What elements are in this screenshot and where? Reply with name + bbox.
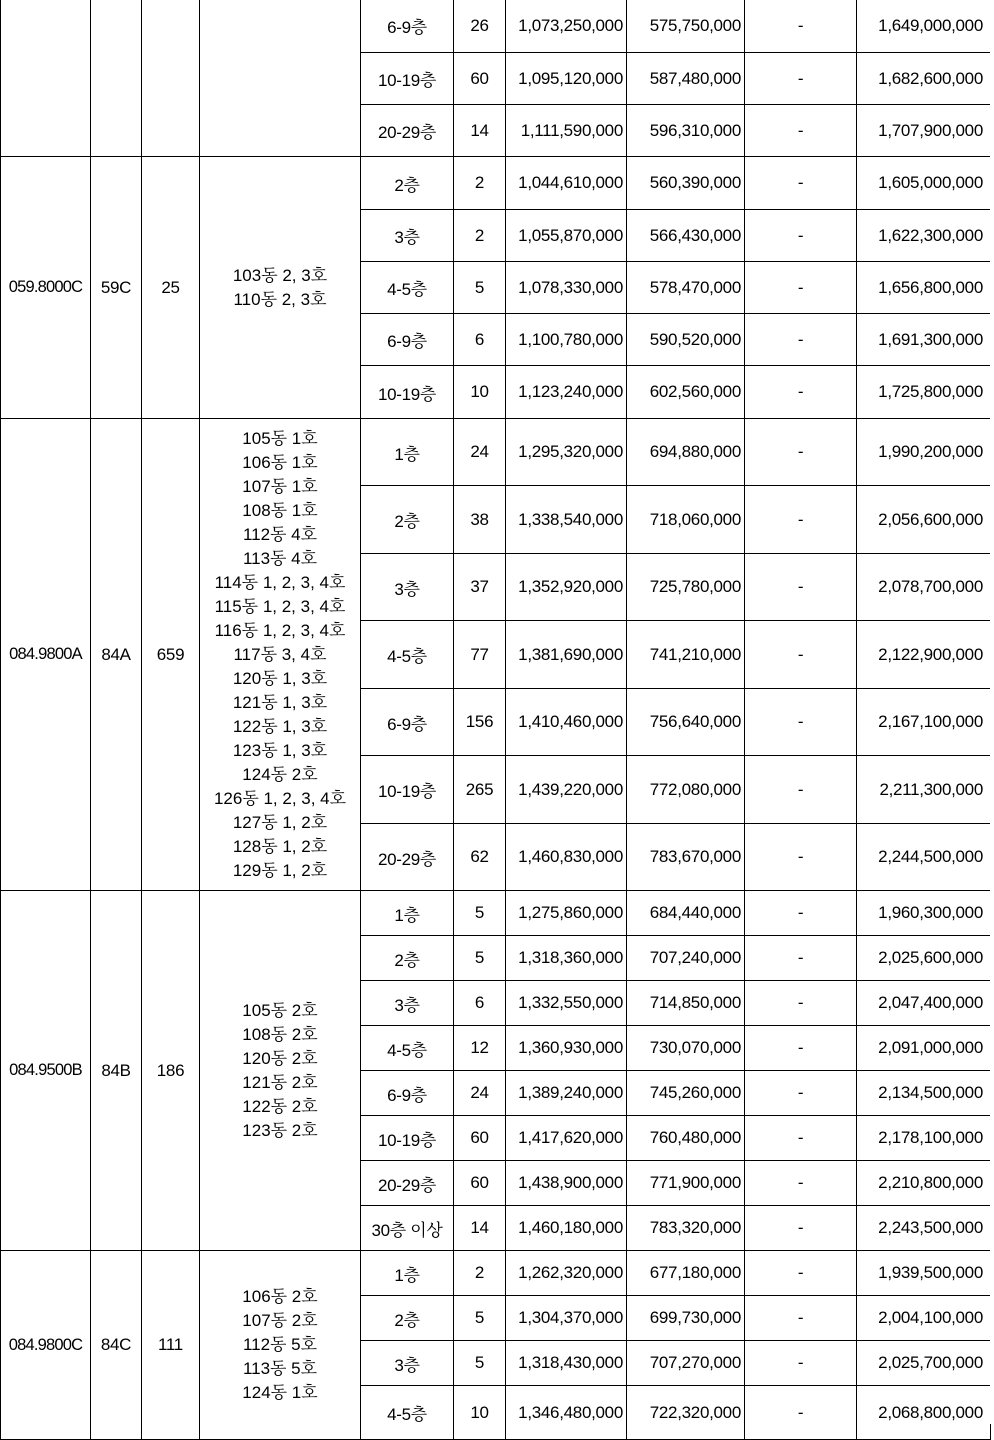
option-price-cell: - (745, 1116, 857, 1161)
page-edge-strip (990, 0, 994, 1424)
unit-total-cell (142, 0, 200, 157)
floor-unit-count-cell: 5 (454, 891, 506, 936)
option-price-cell: - (745, 53, 857, 105)
option-price-cell: - (745, 1341, 857, 1386)
floor-cell: 20-29층 (361, 105, 454, 157)
floor-cell: 3층 (361, 210, 454, 262)
land-price-cell: 1,123,240,000 (506, 366, 627, 419)
total-price-cell: 2,025,600,000 (857, 936, 991, 981)
land-price-cell: 1,332,550,000 (506, 981, 627, 1026)
option-price-cell: - (745, 1071, 857, 1116)
total-price-cell: 2,178,100,000 (857, 1116, 991, 1161)
floor-unit-count-cell: 2 (454, 210, 506, 262)
floor-cell: 20-29층 (361, 824, 454, 891)
total-price-cell: 2,004,100,000 (857, 1296, 991, 1341)
building-price-cell: 783,670,000 (627, 824, 745, 891)
floor-unit-count-cell: 6 (454, 314, 506, 366)
building-price-cell: 718,060,000 (627, 486, 745, 554)
option-price-cell: - (745, 824, 857, 891)
total-price-cell: 2,025,700,000 (857, 1341, 991, 1386)
land-price-cell: 1,078,330,000 (506, 262, 627, 314)
floor-cell: 10-19층 (361, 53, 454, 105)
option-price-cell: - (745, 366, 857, 419)
land-price-cell: 1,417,620,000 (506, 1116, 627, 1161)
option-price-cell: - (745, 689, 857, 756)
option-price-cell: - (745, 210, 857, 262)
total-price-cell: 2,078,700,000 (857, 554, 991, 621)
type-short-cell: 59C (91, 157, 142, 419)
total-price-cell: 1,649,000,000 (857, 0, 991, 53)
building-price-cell: 783,320,000 (627, 1206, 745, 1251)
total-price-cell: 1,691,300,000 (857, 314, 991, 366)
building-price-cell: 699,730,000 (627, 1296, 745, 1341)
housing-type-cell: 084.9800A (1, 419, 91, 891)
floor-unit-count-cell: 5 (454, 1341, 506, 1386)
option-price-cell: - (745, 621, 857, 689)
land-price-cell: 1,304,370,000 (506, 1296, 627, 1341)
floor-cell: 2층 (361, 157, 454, 210)
building-price-cell: 714,850,000 (627, 981, 745, 1026)
option-price-cell: - (745, 314, 857, 366)
total-price-cell: 1,682,600,000 (857, 53, 991, 105)
floor-cell: 4-5층 (361, 621, 454, 689)
land-price-cell: 1,389,240,000 (506, 1071, 627, 1116)
land-price-cell: 1,438,900,000 (506, 1161, 627, 1206)
dong-list-cell: 105동 2호 108동 2호 120동 2호 121동 2호 122동 2호 123동 2호 (200, 891, 361, 1251)
total-price-cell: 2,068,800,000 (857, 1386, 991, 1440)
floor-unit-count-cell: 38 (454, 486, 506, 554)
unit-total-cell: 186 (142, 891, 200, 1251)
total-price-cell: 1,656,800,000 (857, 262, 991, 314)
option-price-cell: - (745, 1206, 857, 1251)
building-price-cell: 760,480,000 (627, 1116, 745, 1161)
building-price-cell: 722,320,000 (627, 1386, 745, 1440)
floor-cell: 10-19층 (361, 756, 454, 824)
floor-cell: 3층 (361, 554, 454, 621)
land-price-cell: 1,352,920,000 (506, 554, 627, 621)
land-price-cell: 1,381,690,000 (506, 621, 627, 689)
total-price-cell: 1,725,800,000 (857, 366, 991, 419)
land-price-cell: 1,055,870,000 (506, 210, 627, 262)
floor-unit-count-cell: 6 (454, 981, 506, 1026)
floor-cell: 6-9층 (361, 314, 454, 366)
building-price-cell: 771,900,000 (627, 1161, 745, 1206)
table-row (1, 0, 991, 53)
building-price-cell: 694,880,000 (627, 419, 745, 486)
type-short-cell: 84A (91, 419, 142, 891)
building-price-cell: 707,270,000 (627, 1341, 745, 1386)
total-price-cell: 2,210,800,000 (857, 1161, 991, 1206)
floor-cell: 1층 (361, 419, 454, 486)
option-price-cell: - (745, 1161, 857, 1206)
total-price-cell: 2,243,500,000 (857, 1206, 991, 1251)
floor-cell: 6-9층 (361, 0, 454, 53)
option-price-cell: - (745, 157, 857, 210)
building-price-cell: 587,480,000 (627, 53, 745, 105)
land-price-cell: 1,460,180,000 (506, 1206, 627, 1251)
total-price-cell: 2,122,900,000 (857, 621, 991, 689)
land-price-cell: 1,318,360,000 (506, 936, 627, 981)
floor-unit-count-cell: 60 (454, 1161, 506, 1206)
total-price-cell: 2,167,100,000 (857, 689, 991, 756)
floor-cell: 3층 (361, 981, 454, 1026)
total-price-cell: 2,134,500,000 (857, 1071, 991, 1116)
land-price-cell: 1,111,590,000 (506, 105, 627, 157)
floor-cell: 4-5층 (361, 262, 454, 314)
option-price-cell: - (745, 105, 857, 157)
option-price-cell: - (745, 756, 857, 824)
floor-unit-count-cell: 2 (454, 157, 506, 210)
land-price-cell: 1,460,830,000 (506, 824, 627, 891)
floor-unit-count-cell: 60 (454, 53, 506, 105)
land-price-cell: 1,100,780,000 (506, 314, 627, 366)
floor-unit-count-cell: 12 (454, 1026, 506, 1071)
table-row (1, 419, 991, 486)
floor-unit-count-cell: 5 (454, 262, 506, 314)
floor-cell: 4-5층 (361, 1026, 454, 1071)
building-price-cell: 677,180,000 (627, 1251, 745, 1296)
unit-total-cell: 111 (142, 1251, 200, 1440)
dong-list-cell: 105동 1호 106동 1호 107동 1호 108동 1호 112동 4호 113동 4호 114동 1, 2, 3, 4호 115동 1, 2, 3, 4호 116동 1, 2, 3, 4호 117동 3, 4호 120동 1, 3호 121동 1, 3호 122동 1, 3호 123동 1, 3호 124동 2호 126동 1, 2, 3, 4호 127동 1, 2호 128동 1, 2호 129동 1, 2호 (200, 419, 361, 891)
dong-list-cell: 106동 2호 107동 2호 112동 5호 113동 5호 124동 1호 (200, 1251, 361, 1440)
land-price-cell: 1,410,460,000 (506, 689, 627, 756)
building-price-cell: 725,780,000 (627, 554, 745, 621)
option-price-cell: - (745, 262, 857, 314)
total-price-cell: 1,605,000,000 (857, 157, 991, 210)
floor-unit-count-cell: 10 (454, 366, 506, 419)
table-row (1, 1251, 991, 1296)
option-price-cell: - (745, 981, 857, 1026)
building-price-cell: 707,240,000 (627, 936, 745, 981)
floor-cell: 1층 (361, 891, 454, 936)
total-price-cell: 2,056,600,000 (857, 486, 991, 554)
option-price-cell: - (745, 1026, 857, 1071)
total-price-cell: 1,707,900,000 (857, 105, 991, 157)
housing-type-cell: 059.8000C (1, 157, 91, 419)
land-price-cell: 1,044,610,000 (506, 157, 627, 210)
total-price-cell: 2,211,300,000 (857, 756, 991, 824)
dong-list-cell (200, 0, 361, 157)
land-price-cell: 1,295,320,000 (506, 419, 627, 486)
floor-cell: 4-5층 (361, 1386, 454, 1440)
floor-unit-count-cell: 5 (454, 936, 506, 981)
floor-unit-count-cell: 265 (454, 756, 506, 824)
land-price-cell: 1,275,860,000 (506, 891, 627, 936)
dong-list-cell: 103동 2, 3호 110동 2, 3호 (200, 157, 361, 419)
option-price-cell: - (745, 891, 857, 936)
building-price-cell: 602,560,000 (627, 366, 745, 419)
type-short-cell: 84C (91, 1251, 142, 1440)
total-price-cell: 1,990,200,000 (857, 419, 991, 486)
building-price-cell: 560,390,000 (627, 157, 745, 210)
housing-type-cell (1, 0, 91, 157)
option-price-cell: - (745, 0, 857, 53)
unit-total-cell: 25 (142, 157, 200, 419)
total-price-cell: 1,939,500,000 (857, 1251, 991, 1296)
table-row (1, 891, 991, 936)
floor-unit-count-cell: 10 (454, 1386, 506, 1440)
floor-cell: 10-19층 (361, 366, 454, 419)
option-price-cell: - (745, 1386, 857, 1440)
land-price-cell: 1,439,220,000 (506, 756, 627, 824)
option-price-cell: - (745, 1296, 857, 1341)
total-price-cell: 2,091,000,000 (857, 1026, 991, 1071)
building-price-cell: 684,440,000 (627, 891, 745, 936)
building-price-cell: 575,750,000 (627, 0, 745, 53)
building-price-cell: 596,310,000 (627, 105, 745, 157)
floor-unit-count-cell: 26 (454, 0, 506, 53)
housing-type-cell: 084.9800C (1, 1251, 91, 1440)
building-price-cell: 578,470,000 (627, 262, 745, 314)
land-price-cell: 1,360,930,000 (506, 1026, 627, 1071)
floor-cell: 1층 (361, 1251, 454, 1296)
option-price-cell: - (745, 486, 857, 554)
total-price-cell: 1,622,300,000 (857, 210, 991, 262)
total-price-cell: 2,244,500,000 (857, 824, 991, 891)
option-price-cell: - (745, 936, 857, 981)
floor-cell: 6-9층 (361, 689, 454, 756)
housing-type-cell: 084.9500B (1, 891, 91, 1251)
floor-cell: 2층 (361, 486, 454, 554)
land-price-cell: 1,073,250,000 (506, 0, 627, 53)
floor-unit-count-cell: 156 (454, 689, 506, 756)
floor-cell: 20-29층 (361, 1161, 454, 1206)
floor-cell: 10-19층 (361, 1116, 454, 1161)
floor-unit-count-cell: 62 (454, 824, 506, 891)
building-price-cell: 745,260,000 (627, 1071, 745, 1116)
option-price-cell: - (745, 1251, 857, 1296)
floor-cell: 3층 (361, 1341, 454, 1386)
option-price-cell: - (745, 419, 857, 486)
floor-unit-count-cell: 5 (454, 1296, 506, 1341)
floor-cell: 2층 (361, 936, 454, 981)
floor-cell: 30층 이상 (361, 1206, 454, 1251)
unit-total-cell: 659 (142, 419, 200, 891)
land-price-cell: 1,095,120,000 (506, 53, 627, 105)
building-price-cell: 590,520,000 (627, 314, 745, 366)
floor-unit-count-cell: 37 (454, 554, 506, 621)
floor-cell: 6-9층 (361, 1071, 454, 1116)
floor-unit-count-cell: 24 (454, 419, 506, 486)
floor-unit-count-cell: 2 (454, 1251, 506, 1296)
building-price-cell: 756,640,000 (627, 689, 745, 756)
building-price-cell: 741,210,000 (627, 621, 745, 689)
land-price-cell: 1,346,480,000 (506, 1386, 627, 1440)
option-price-cell: - (745, 554, 857, 621)
total-price-cell: 2,047,400,000 (857, 981, 991, 1026)
building-price-cell: 730,070,000 (627, 1026, 745, 1071)
land-price-cell: 1,262,320,000 (506, 1251, 627, 1296)
type-short-cell (91, 0, 142, 157)
floor-unit-count-cell: 77 (454, 621, 506, 689)
building-price-cell: 566,430,000 (627, 210, 745, 262)
land-price-cell: 1,338,540,000 (506, 486, 627, 554)
building-price-cell: 772,080,000 (627, 756, 745, 824)
table-row (1, 157, 991, 210)
total-price-cell: 1,960,300,000 (857, 891, 991, 936)
floor-unit-count-cell: 60 (454, 1116, 506, 1161)
type-short-cell: 84B (91, 891, 142, 1251)
land-price-cell: 1,318,430,000 (506, 1341, 627, 1386)
floor-cell: 2층 (361, 1296, 454, 1341)
floor-unit-count-cell: 14 (454, 1206, 506, 1251)
floor-unit-count-cell: 14 (454, 105, 506, 157)
floor-unit-count-cell: 24 (454, 1071, 506, 1116)
table-body (1, 0, 991, 1440)
